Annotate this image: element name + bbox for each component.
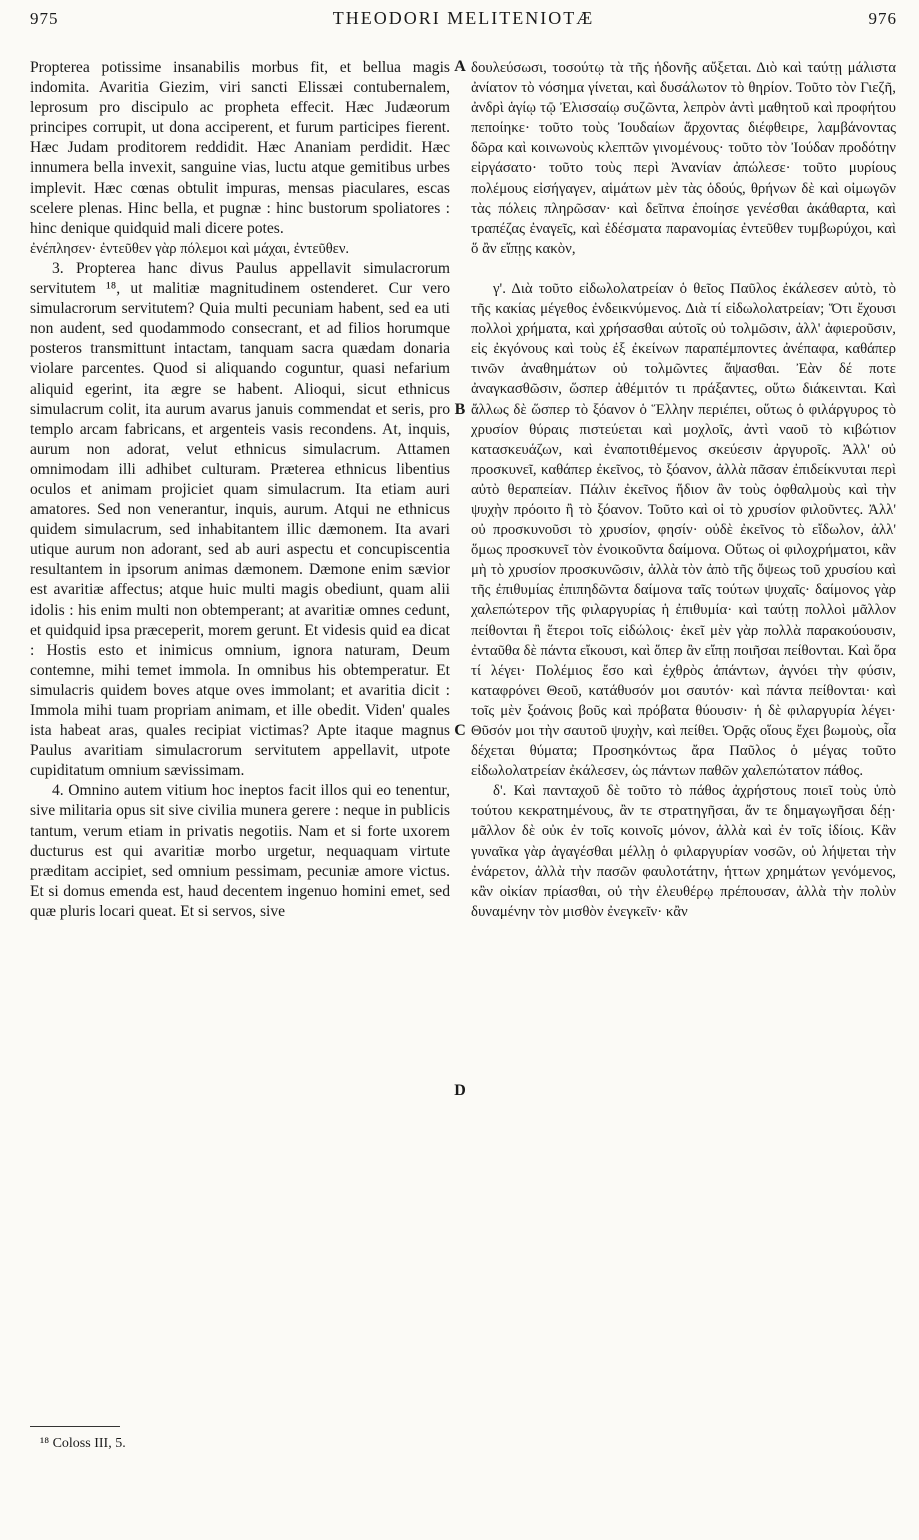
page-number-left: 975	[30, 9, 59, 28]
latin-greek-tail: ἐνέπλησεν· ἐντεῦθεν γὰρ πόλεμοι καὶ μάχαι, ἐντεῦθεν.	[30, 240, 350, 257]
page-header	[30, 8, 897, 36]
latin-column	[30, 58, 450, 922]
latin-paragraph-4: 4. Omnino autem vitium hoc ineptos facit illos qui eo tenentur, sive militaria opus sit sive civilia munera gerere : neque in publicis tantum, verum etiam in privatis negotiis. Nam et si forte uxorem ducturus est qui avaritiæ morbo urgetur, nequaquam virtute præditam accipiet, sed omnium pessimam, pecuniæ amore victus. Et si domus emenda est, haud decentem ingenuo homini emet, sed quæ pluris locari queat. Et si servos, sive	[30, 782, 450, 920]
greek-column	[471, 58, 896, 922]
running-title: THEODORI MELITENIOTÆ	[332, 8, 595, 28]
margin-marker-c: C	[454, 722, 466, 739]
greek-paragraph-4: δ'. Καὶ πανταχοῦ δὲ τοῦτο τὸ πάθος ἀχρήστους ποιεῖ τοὺς ὑπὸ τούτου κεκρατημένους, ἂν τε στρατηγῆσαι, ἄν τε δημαγωγῆσαι δέῃ· μᾶλλον δὲ οὐκ ἐν τοῖς κοινοῖς μόνον, ἀλλὰ καὶ ἐν τοῖς ἰδίοις. Κἂν γυναῖκα γὰρ ἀγαγέσθαι μέλλῃ ὁ φιλαργυρίαν νοσῶν, οὐ λήψεται τὴν ἐνάρετον, ἀλλὰ τὴν πασῶν φαυλοτάτην, ἡττων χρημάτων γενόμενος, κἂν οἰκίαν πρίασθαι, οὐ τὴν ἐλευθέρῳ πρέπουσαν, ἀλλὰ τὴν πολὺν δυναμένην τὸν μισθὸν ἐνεγκεῖν· κἂν	[471, 783, 896, 920]
footnote-rule	[30, 1426, 120, 1427]
latin-paragraph-1: Propterea potissime insanabilis morbus fit, et bellua magis indomita. Avaritia Giezim, viri sancti Elissæi contubernalem, leprosum pro discipulo ac propheta effecit. Hæc Judæorum principes corrupit, ut dona acciperent, et furum participes fierent. Hæc Judam proditorem reddidit. Hæc Ananiam perdidit. Hæc innumera bella invexit, sanguine vias, luctu atque gemitibus urbes implevit. Hæc cœnas obtulit impuras, mensas piaculares, escas scelere plenas. Hinc bella, et pugnæ : hinc bustorum spoliatores : hinc denique quidquid mali dicere potes.	[30, 59, 450, 237]
margin-marker-a: A	[454, 58, 466, 75]
latin-paragraph-3: 3. Propterea hanc divus Paulus appellavit simulacrorum servitutem ¹⁸, ut malitiæ magnitudinem ostenderet. Cur vero simulacrorum servitutem? Quia multi pecuniam habent, sed ea uti non audent, sed quodammodo consecrant, et ad filios horumque posteros transmittunt intactam, tanquam sacra quædam donaria violare parcentes. Quod si aliquando coguntur, quasi nefarium aliquid egerint, ita ægre se habent. Alioqui, sicut ethnicus simulacrum colit, ita aurum avarus januis commendat et seris, pro templo arcam fabricans, et argenteis vasis recondens. At, inquis, aurum non adorat, velut ethnicus simulacrum. Attamen omnimodam illi adhibet culturam. Præterea ethnicus libentius oculos et animam projiciet quam simulacrum. Ita etiam auri amatores. Sed non venerantur, inquis, aurum. Atqui ne ethnicus quidem simulacrum, sed inhabitantem illic dæmonem. Ita avari utique aurum non adorant, sed ab auri aspectu et concupiscentia resultantem in ipsorum animas dæmonem. Dæmone enim sævior est avaritiæ affectus; atque huic multi magis obediunt, quam alii idolis : his enim multi non obtemperant; at avaritiæ omnes cedunt, et quidquid ipsa præceperit, morem gerunt. Et videsis quid ea dicat : Hostis esto et inimicus omnium, ignora naturam, Deum contemne, mihi temet immola. In omnibus his obtemperatur. Et simulacris quidem boves atque oves immolant; et avaritia dicit : Immola mihi tuam propriam animam, et ille obedit. Viden' quales ista habeat aras, quales recipiat victimas? Apte itaque magnus Paulus avaritiam simulacrorum servitutem appellavit, utpote cupiditatum omnium sævissimam.	[30, 259, 450, 780]
greek-paragraph-3: γ'. Διὰ τοῦτο εἰδωλολατρείαν ὁ θεῖος Παῦλος ἐκάλεσεν αὐτὸ, τὸ τῆς κακίας μέγεθος ἐνδεικνύμενος. Διὰ τί εἰδωλολατρείαν; Ὅτι ἔχουσι πολλοὶ χρήματα, καὶ χρήσασθαι αὐτοῖς οὐ τολμῶσιν, ἀλλ' ἀφιεροῦσιν, εἰς ἐκγόνους καὶ τοὺς ἐξ ἐκείνων παραπέμποντες ἀνέπαφα, καθάπερ τινῶν ἀναθημάτων οὐ τολμῶντες ἅψασθαι. Ἐὰν δέ ποτε ἀναγκασθῶσιν, ὥσπερ ἀθέμιτόν τι πράξαντες, οὕτω διάκεινται. Καὶ ἄλλως δὲ ὥσπερ τὸ ξόανον ὁ Ἕλλην περιέπει, οὕτως ὁ φιλάργυρος τὸ χρυσίον θύραις πιστεύεται καὶ μοχλοῖς, ἀντὶ ναοῦ τὸ κιβώτιον κατασκευάζων, καὶ ἐναποτιθέμενος σκεύεσιν ἀργυροῖς. Ἀλλ' οὐ προσκυνεῖ, καθάπερ ἐκεῖνος, τὸ ξόανον, ἀλλὰ πᾶσαν ἐπιδείκνυται περὶ αὐτὸ θεραπείαν. Πάλιν ἐκεῖνος ἥδιον ἂν τοὺς ὀφθαλμοὺς καὶ τὴν ψυχὴν πρόοιτο ἢ τὸ ξόανον. Τοῦτο καὶ οἱ τὸ χρυσίον φιλοῦντες. Ἀλλ' οὐ προσκυνοῦσι τὸ χρυσίον, φησίν· οὐδὲ ἐκεῖνος τὸ εἴδωλον, ἀλλ' ὅμως προσκυνεῖ τὸν ἐνοικοῦντα δαίμονα. Οὕτως οἱ φιλοχρήματοι, κἂν μὴ τὸ χρυσίον προσκυνῶσιν, ἀλλὰ τὸν ἀπὸ τῆς ὄψεως τοῦ χρυσίου καὶ τῆς ἐπιθυμίας ἐπιπηδῶντα δαίμονα ταῖς τούτων ψυχαῖς· δαίμονος γὰρ χαλεπώτερον τῆς φιλαργυρίας ἡ ἐπιθυμία· καὶ ταύτῃ πολλοὶ μᾶλλον πείθονται ἢ ἕτεροι τοῖς εἰδώλοις· ἐκεῖ μὲν γὰρ πολλὰ παρακούουσιν, ἐνταῦθα δὲ πάντα εἴκουσι, καὶ ὅπερ ἂν εἴπῃ ποιῆσαι πείθονται. Καὶ ὅρα τί λέγει· Πολέμιος ἔσο καὶ ἐχθρὸς ἁπάντων, ἀγνόει τὴν φύσιν, καταφρόνει Θεοῦ, κατάθυσόν μοι σαυτόν· καὶ πάντα πείθονται· καὶ τοῖς μὲν ξοάνοις βοῦς καὶ πρόβατα θύουσιν· ἡ δὲ φιλαργυρία λέγει· Θῦσόν μοι τὴν σαυτοῦ ψυχὴν, καὶ πείθει. Ὁρᾷς οἵους ἔχει βωμοὺς, οἷα δέχεται θύματα; Προσηκόντως ἄρα Παῦλος ὁ μέγας τοῦτο εἰδωλολατρείαν ἐκάλεσεν, ὡς πάντων παθῶν χαλεπώτατον πάθος.	[471, 280, 896, 780]
greek-paragraph-1: δουλεύσωσι, τοσούτῳ τὰ τῆς ἡδονῆς αὔξεται. Διὸ καὶ ταύτῃ μάλιστα ἀνίατον τὸ νόσημα γίνεται, καὶ δυσάλωτον τὸ θηρίον. Τοῦτο τὸν Γιεζῆ, ἀνδρὶ ἁγίῳ τῷ Ἐλισσαίῳ συζῶντα, λεπρὸν ἀντὶ μαθητοῦ καὶ προφήτου πεποίηκε· τοῦτο τοὺς Ἰουδαίων ἄρχοντας διέφθειρε, λαμβάνοντας δῶρα καὶ κοινωνοὺς κλεπτῶν γινομένους· τοῦτο τὸν Ἰούδαν προδότην εἰργάσατο· τοῦτο τοὺς περὶ Ἀνανίαν ἀπώλεσε· τοῦτο μυρίους πολέμους εἰσήγαγεν, αἱμάτων μὲν τὰς ὁδούς, θρήνων δὲ καὶ οἰμωγῶν τὰς πόλεις πληρῶσαν· καὶ δεῖπνα ἐποίησε γενέσθαι ἀκάθαρτα, καὶ τραπέζας ἐναγεῖς, καὶ ἐδέσματα παρανομίας ἐντεῦθεν τυμβωρύχοι, καὶ ὅ ἂν εἴπῃς κακὸν,	[471, 60, 896, 257]
margin-marker-d: D	[454, 1082, 466, 1099]
footnote: ¹⁸ Coloss III, 5.	[40, 1436, 126, 1451]
margin-marker-b: B	[454, 401, 466, 418]
page-number-right: 976	[868, 9, 897, 28]
